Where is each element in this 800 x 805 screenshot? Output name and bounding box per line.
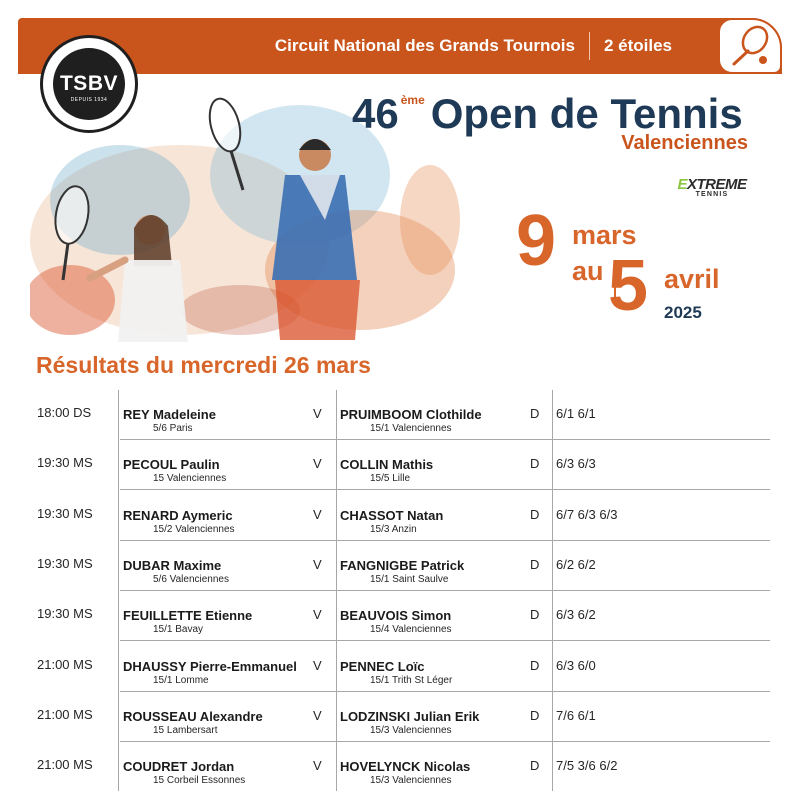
loser-result: D xyxy=(530,556,540,572)
loser-name: FANGNIGBE Patrick xyxy=(340,557,465,573)
loser-name: PENNEC Loïc xyxy=(340,658,425,674)
start-day: 9 xyxy=(516,201,557,281)
match-time: 19:30 MS xyxy=(37,455,93,471)
loser-ranking-club: 15/1 Trith St Léger xyxy=(370,674,453,686)
date-connector: au xyxy=(572,256,604,286)
match-score: 6/3 6/2 xyxy=(556,607,596,623)
loser-result: D xyxy=(530,707,540,723)
loser-name: LODZINSKI Julian Erik xyxy=(340,708,480,724)
match-score: 6/3 6/3 xyxy=(556,456,596,472)
winner-result: V xyxy=(313,657,322,673)
match-row xyxy=(28,440,770,490)
start-month: mars xyxy=(572,220,637,250)
winner-name: REY Madeleine xyxy=(123,407,216,422)
winner-ranking-club: 5/6 Paris xyxy=(153,423,193,434)
winner-result: V xyxy=(313,506,322,522)
match-row xyxy=(28,742,770,792)
winner-ranking-club: 15/1 Lomme xyxy=(153,674,209,686)
match-row xyxy=(28,491,770,541)
loser-name: HOVELYNCK Nicolas xyxy=(340,759,471,775)
header-divider xyxy=(589,32,590,60)
end-day: 5 xyxy=(608,246,649,326)
logo-since: DEPUIS 1934 xyxy=(70,97,108,103)
match-time: 21:00 MS xyxy=(37,757,93,773)
loser-result: D xyxy=(530,758,540,774)
edition-suffix: ème xyxy=(400,93,425,107)
match-time: 19:30 MS xyxy=(37,555,93,571)
match-score: 7/5 3/6 6/2 xyxy=(556,758,618,774)
winner-ranking-club: 15/1 Bavay xyxy=(153,624,204,636)
winner-ranking-club: 15 Corbeil Essonnes xyxy=(153,775,246,787)
loser-result: D xyxy=(530,456,540,472)
match-score: 6/2 6/2 xyxy=(556,556,596,572)
winner-name: COUDRET Jordan xyxy=(123,759,235,775)
match-row xyxy=(28,591,770,641)
event-year: 2025 xyxy=(664,303,702,322)
loser-result: D xyxy=(530,506,540,522)
winner-ranking-club: 15 Valenciennes xyxy=(153,473,227,485)
loser-name: CHASSOT Natan xyxy=(340,507,444,523)
match-time: 19:30 MS xyxy=(37,606,93,622)
results-heading: Résultats du mercredi 26 mars xyxy=(36,352,371,378)
loser-name: COLLIN Mathis xyxy=(340,457,434,473)
winner-ranking-club: 5/6 Valenciennes xyxy=(153,573,229,585)
loser-ranking-club: 15/1 Saint Saulve xyxy=(370,573,449,585)
winner-result: V xyxy=(313,456,322,472)
match-score: 6/1 6/1 xyxy=(556,406,596,421)
match-score: 7/6 6/1 xyxy=(556,707,596,723)
winner-name: DUBAR Maxime xyxy=(123,557,222,573)
circuit-name: Circuit National des Grands Tournois xyxy=(274,36,575,55)
tournament-level: 2 étoiles xyxy=(603,36,672,55)
loser-name: BEAUVOIS Simon xyxy=(340,608,452,624)
event-city: Valenciennes xyxy=(621,132,748,154)
winner-ranking-club: 15/2 Valenciennes xyxy=(153,523,235,535)
match-row xyxy=(28,692,770,742)
sponsor-name: EXTREME xyxy=(677,176,747,193)
tennis-racket-icon xyxy=(718,18,782,74)
loser-ranking-club: 15/5 Lille xyxy=(370,473,411,485)
winner-name: ROUSSEAU Alexandre xyxy=(123,708,263,724)
sponsor-subtitle: TENNIS xyxy=(695,191,729,198)
end-month: avril xyxy=(664,264,720,294)
event-title xyxy=(352,90,743,138)
loser-result: D xyxy=(530,607,540,623)
match-score: 6/3 6/0 xyxy=(556,657,596,673)
winner-result: V xyxy=(313,758,322,774)
winner-result: V xyxy=(313,556,322,572)
header-text xyxy=(275,18,672,74)
loser-name: PRUIMBOOM Clothilde xyxy=(340,407,482,422)
match-row xyxy=(28,541,770,591)
edition-number: 46 xyxy=(352,90,399,137)
winner-result: V xyxy=(313,707,322,723)
match-time: 18:00 DS xyxy=(37,405,92,420)
loser-ranking-club: 15/1 Valenciennes xyxy=(370,423,452,434)
match-time: 21:00 MS xyxy=(37,706,93,722)
winner-result: V xyxy=(313,406,322,421)
match-row xyxy=(28,642,770,692)
winner-name: RENARD Aymeric xyxy=(123,507,233,523)
match-time: 21:00 MS xyxy=(37,656,93,672)
event-name: Open de Tennis xyxy=(430,90,743,137)
loser-ranking-club: 15/4 Valenciennes xyxy=(370,624,452,636)
winner-name: DHAUSSY Pierre-Emmanuel xyxy=(123,658,297,674)
loser-ranking-club: 15/3 Valenciennes xyxy=(370,775,452,787)
winner-name: FEUILLETTE Etienne xyxy=(123,608,253,624)
match-score: 6/7 6/3 6/3 xyxy=(556,506,618,522)
winner-ranking-club: 15 Lambersart xyxy=(153,724,218,736)
loser-ranking-club: 15/3 Valenciennes xyxy=(370,724,452,736)
loser-ranking-club: 15/3 Anzin xyxy=(370,523,417,535)
match-row xyxy=(28,390,770,440)
match-time: 19:30 MS xyxy=(37,505,93,521)
winner-name: PECOUL Paulin xyxy=(123,457,220,473)
logo-title: TSBV xyxy=(59,72,118,95)
winner-result: V xyxy=(313,607,322,623)
sponsor-logo xyxy=(676,176,748,198)
loser-result: D xyxy=(530,657,540,673)
results-table xyxy=(28,390,770,791)
loser-result: D xyxy=(530,406,540,421)
